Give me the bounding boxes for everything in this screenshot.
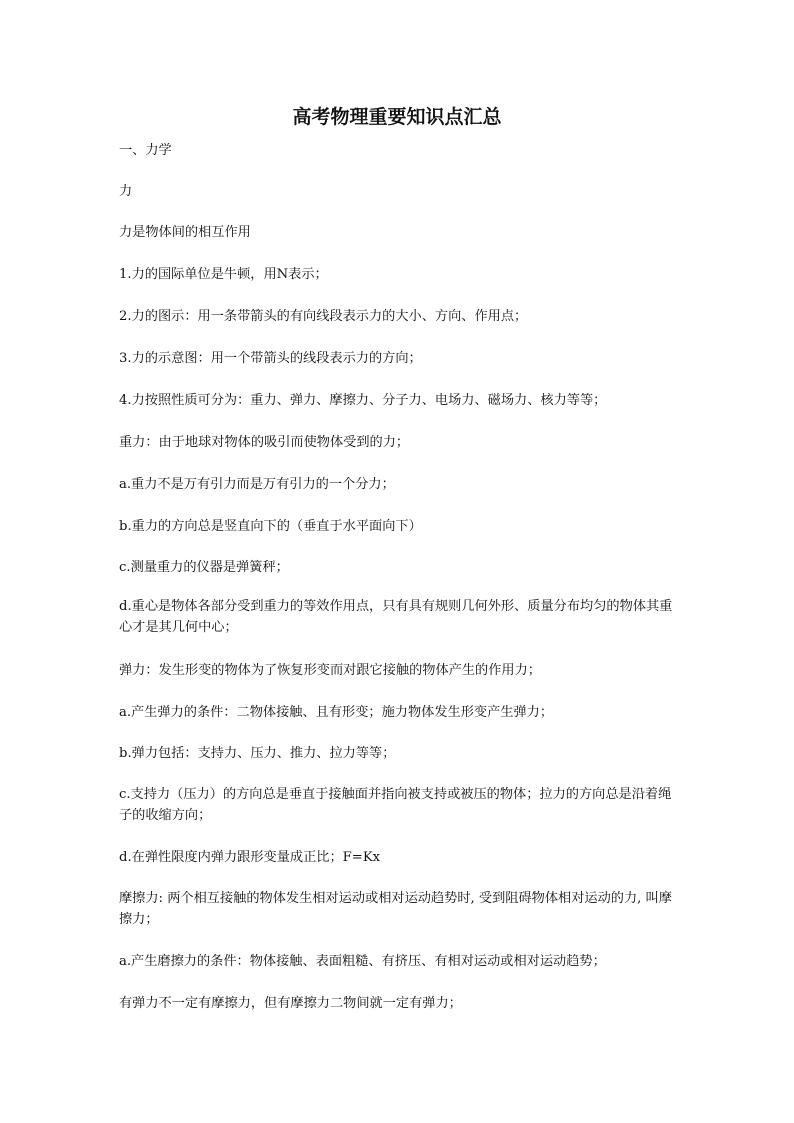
paragraph: 力是物体间的相互作用 [119,225,251,240]
subsection-heading: 力 [119,184,133,199]
paragraph: c.测量重力的仪器是弹簧秤； [119,560,289,575]
paragraph: 有弹力不一定有摩擦力，但有摩擦力二物间就一定有弹力； [119,996,462,1011]
paragraph: 1.力的国际单位是牛顿，用N表示； [119,267,328,282]
paragraph: b.弹力包括：支持力、压力、推力、拉力等等； [119,746,396,761]
paragraph: d.在弹性限度内弹力跟形变量成正比；F=Kx [119,850,381,865]
paragraph: a.产生弹力的条件：二物体接触、且有形变；施力物体发生形变产生弹力； [119,705,554,720]
paragraph: 摩擦力: 两个相互接触的物体发生相对运动或相对运动趋势时, 受到阻碍物体相对运动的力, 叫摩擦力； [119,891,672,927]
document-title: 高考物理重要知识点汇总 [292,106,502,128]
paragraph: c.支持力（压力）的方向总是垂直于接触面并指向被支持或被压的物体；拉力的方向总是沿着绳子的收缩方向； [119,787,672,823]
paragraph: d.重心是物体各部分受到重力的等效作用点，只有具有规则几何外形、质量分布均匀的物体其重心才是其几何中心； [119,599,673,635]
paragraph: 4.力按照性质可分为：重力、弹力、摩擦力、分子力、电场力、磁场力、核力等等； [119,393,607,408]
section-heading: 一、力学 [119,143,172,158]
paragraph: a.产生磨擦力的条件：物体接触、表面粗糙、有挤压、有相对运动或相对运动趋势； [119,954,606,969]
paragraph: 3.力的示意图：用一个带箭头的线段表示力的方向； [119,351,422,366]
paragraph: b.重力的方向总是竖直向下的（垂直于水平面向下） [119,519,422,534]
paragraph: a.重力不是万有引力而是万有引力的一个分力； [119,477,395,492]
paragraph: 重力：由于地球对物体的吸引而使物体受到的力； [119,435,410,450]
paragraph: 2.力的图示：用一条带箭头的有向线段表示力的大小、方向、作用点； [119,309,528,324]
paragraph: 弹力：发生形变的物体为了恢复形变而对跟它接触的物体产生的作用力； [119,663,541,678]
